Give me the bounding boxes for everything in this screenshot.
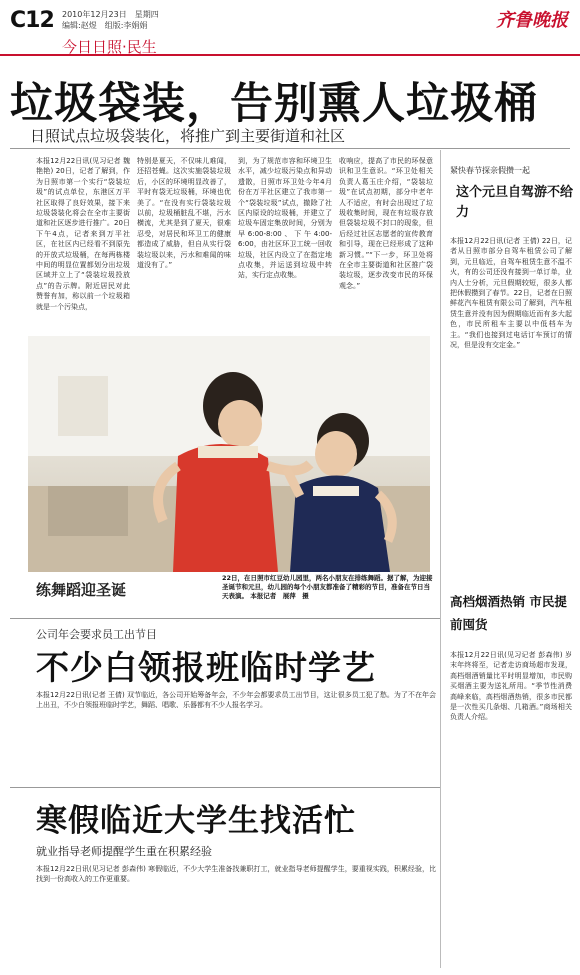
side1-body: 本报12月22日讯(记者 王倩) 22日，记者从日照市部分自驾车租赁公司了解到，元旦临近，自驾车租赁生意不温不火，有的公司还没有接到一单订单，业内人士分析，元旦假期较短，很多人都把休假攒到了春节。22日，记者在日照鲜花汽车租赁有限公司了解到，汽车租赁生意并没有因为假期临近而有多大起色，市民所租车主要以中低档车为主。“我们也接到过电话订车预订的情况，但是没有交定金。” — [450, 237, 572, 350]
photo-caption-box — [222, 574, 436, 601]
divider — [10, 787, 440, 788]
story2-kicker: 公司年会要求员工出节目 — [36, 628, 157, 641]
side2-headline: 高档烟酒热销 市民提前囤货 — [450, 594, 567, 632]
dancing-children-illustration — [28, 336, 430, 572]
story3-headline: 寒假临近大学生找活忙 — [36, 803, 356, 839]
photo-credit: 本报记者 展萍 摄 — [250, 592, 309, 600]
divider — [10, 618, 440, 619]
story3-subhead: 就业指导老师提醒学生重在积累经验 — [36, 845, 212, 858]
photo-title: 练舞蹈迎圣诞 — [36, 581, 127, 599]
story1-column-4: 收响应，提高了市民的环保意识和卫生意识。“环卫处相关负责人葛玉庄介绍，“袋装垃圾”在试点初期，部分中老年人不适应，有时会出现过了垃圾收集时间，现在有垃圾存放但袋装垃圾不封口的现象，但后经过社区志愿者的宣传教育和引导，现在已经形成了这种新习惯。”“下一步，环卫处将在全市主要街道和社区推广袋装垃圾，逐步改变市民的环保观念。” — [339, 157, 433, 290]
side2-body: 本报12月22日讯(见习记者 彭森伟) 岁末年终将至，记者走访商场超市发现，高档烟酒销量比平时明显增加，市民购买烟酒主要为送礼所用。“季节性消费高峰来临，高档烟酒热销，很多市民都是一次性买几条烟、几箱酒。”商场相关负责人介绍。 — [450, 651, 572, 722]
news-photo — [28, 336, 430, 572]
side1-kicker: 紧快春节探亲假攒一起 — [450, 166, 530, 175]
story1-subhead: 日照试点垃圾袋装化，将推广到主要街道和社区 — [30, 127, 346, 145]
story1-column-3: 到，为了规范市容和环境卫生水平，减少垃圾污染点和异动遗散，日照市环卫处今年4月份在万平社区建立了我市第一个“袋装垃圾”试点，撤除了社区内原设的垃圾桶，并建立了垃圾车固定集放时间，分别为早6:00-8:00、下午4:00-6:00，由社区环卫工统一回收垃圾，社区内设立了在指定地点收集，并运送到垃圾中转站，实行定点收集。 — [238, 157, 332, 280]
story3-body: 本报12月22日讯(见习记者 彭森伟) 寒假临近，不少大学生准备找兼职打工，就业指导老师提醒学生，要重视实践，积累经验，比找到一份高收入的工作更重要。 — [36, 865, 436, 884]
newspaper-logo: 齐鲁晚报 — [496, 10, 568, 31]
divider — [10, 148, 570, 149]
editors-line: 编辑:赵煜 组版:李娟娟 — [62, 21, 148, 30]
section-title: 今日日照·民生 — [62, 38, 157, 56]
story1-column-1: 本报12月22日讯(见习记者 魏艳艳) 20日，记者了解到，作为日照市第一个实行“袋装垃圾”的试点单位，东港区万平社区取得了良好效果，接下来垃圾袋装化将会在全市主要街道和社区逐步进行推广。20日下午4点，记者来到万平社区，在社区内已经看不到原先的开放式垃圾桶，在每两栋楼中间的明显位置都划分出垃圾区域并立上了“袋装垃圾投放点”的告示牌。附近居民对此赞誉有加，称以前一个垃圾箱就是一个污染点， — [36, 157, 130, 311]
date-line: 2010年12月23日 星期四 — [62, 10, 159, 19]
story1-headline: 垃圾袋装，告别熏人垃圾桶 — [10, 79, 538, 129]
story2-body: 本报12月22日讯(记者 王倩) 双节临近，各公司开始筹备年会，不少年会都要求员工出节目，这让很多员工犯了愁。为了不在年会上出丑，不少白领报班临时学艺，舞蹈、唱歌、乐器都有不少人报名学习。 — [36, 691, 436, 710]
masthead-meta — [62, 9, 159, 31]
side1-headline: 这个元旦自驾游不给力 — [456, 185, 574, 220]
page-number: C12 — [10, 8, 54, 33]
photo-caption: 22日，在日照市红豆幼儿园里，两名小朋友在排练舞蹈。据了解，为迎接圣诞节和元旦，幼儿园的每个小朋友都准备了精彩的节目，准备在节日当天表演。 — [222, 574, 433, 600]
story1-column-2: 特别是夏天，不仅味儿难闻，还招苍蝇。这次实施袋装垃圾后，小区的环境明显改善了，平时有袋无垃圾桶，环境也优美了。“在没有实行袋装垃圾以前，垃圾桶脏乱不堪，污水横流，尤其是到了夏天，很难忍受，对居民和环卫工的健康都造成了威胁，但自从实行袋装垃圾以来，污水和难闻的味道没有了。” — [137, 157, 231, 270]
story2-headline: 不少白领报班临时学艺 — [36, 648, 376, 687]
column-divider — [440, 150, 441, 968]
